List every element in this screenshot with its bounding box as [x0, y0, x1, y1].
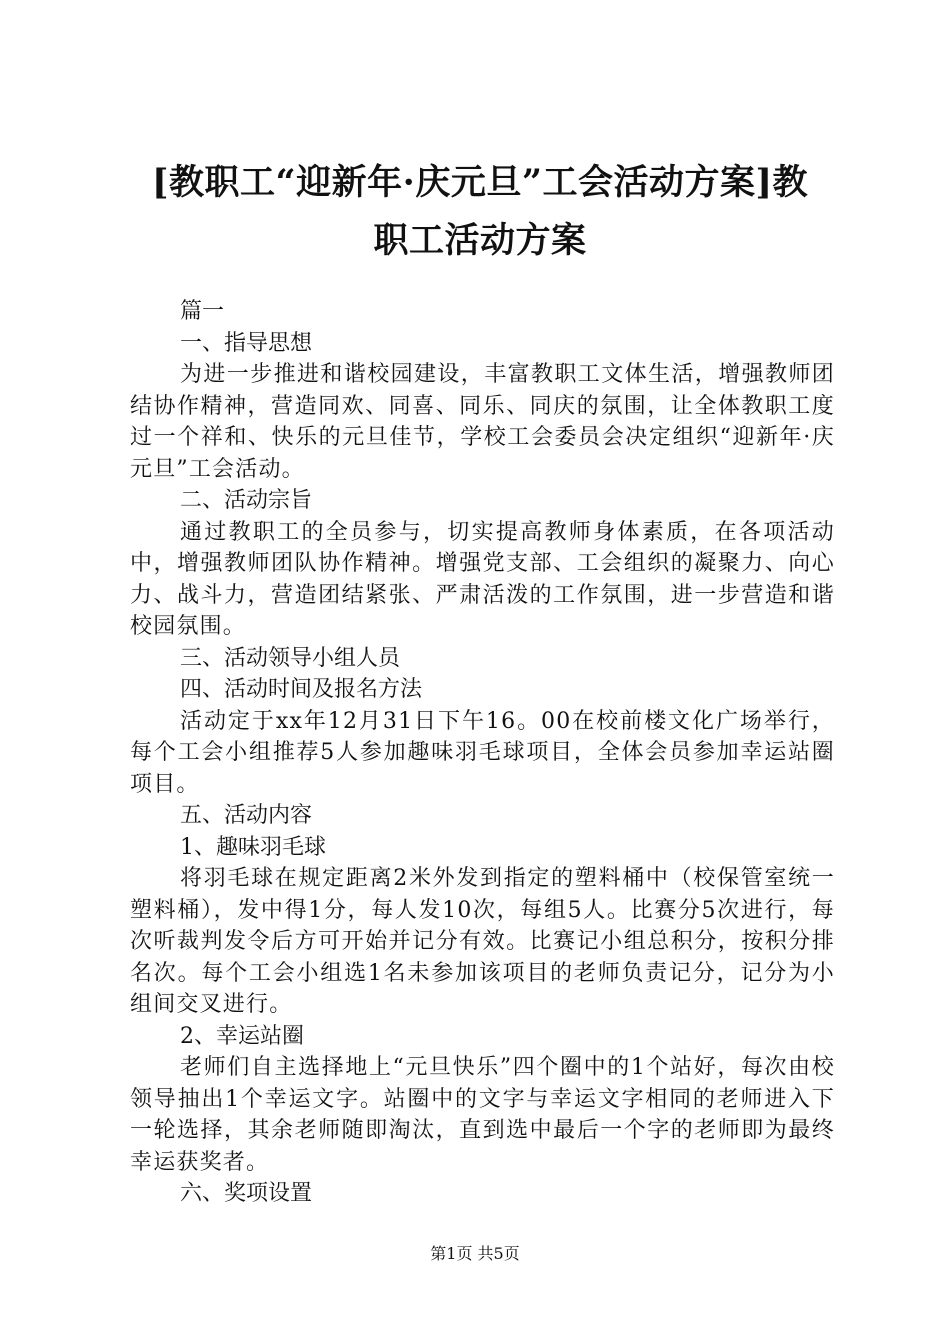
section-heading-purpose: 二、活动宗旨	[180, 488, 313, 513]
item-body-lucky-circle: 老师们自主选择地上“元旦快乐”四个圈中的1个站好，每次由校领导抽出1个幸运文字。站圈中的文字与幸运文字相同的老师进入下一轮选择，其余老师随即淘汰，直到选中最后一个字的老师即为最终幸运获奖者。	[130, 1055, 835, 1175]
item-body-badminton: 将羽毛球在规定距离2米外发到指定的塑料桶中（校保管室统一塑料桶），发中得1分，每人发10次，每组5人。比赛分5次进行，每次听裁判发令后方可开始并记分有效。比赛记小组总积分，按积分排名次。每个工会小组选1名未参加该项目的老师负责记分，记分为小组间交叉进行。	[130, 866, 835, 1017]
section-body-time-registration: 活动定于xx年12月31日下午16。00在校前楼文化广场举行，每个工会小组推荐5人参加趣味羽毛球项目，全体会员参加幸运站圈项目。	[130, 708, 835, 797]
document-body	[130, 296, 835, 1210]
item-heading-badminton: 1、趣味羽毛球	[180, 834, 326, 860]
title-line-2: 职工活动方案	[373, 220, 587, 261]
section-body-purpose: 通过教职工的全员参与，切实提高教师身体素质，在各项活动中，增强教师团队协作精神。增强党支部、工会组织的凝聚力、向心力、战斗力，营造团结紧张、严肃活泼的工作氛围，进一步营造和谐校园氛围。	[130, 519, 835, 639]
item-heading-lucky-circle: 2、幸运站圈	[180, 1023, 304, 1049]
document-title	[100, 154, 860, 270]
section-heading-activity-content: 五、活动内容	[180, 803, 313, 828]
page-footer: 第1页 共5页	[430, 1244, 520, 1263]
section-body-guiding-ideology: 为进一步推进和谐校园建设，丰富教职工文体生活，增强教师团结协作精神，营造同欢、同喜、同乐、同庆的氛围，让全体教职工度过一个祥和、快乐的元旦佳节，学校工会委员会决定组织“迎新年·庆元旦”工会活动。	[130, 362, 835, 482]
section-heading-time-registration: 四、活动时间及报名方法	[180, 677, 423, 702]
section-heading-leadership-group: 三、活动领导小组人员	[180, 645, 401, 671]
section-heading-guiding-ideology: 一、指导思想	[180, 330, 313, 356]
title-line-1: [教职工“迎新年·庆元旦”工会活动方案]教	[151, 162, 809, 203]
section-heading-awards: 六、奖项设置	[180, 1181, 313, 1206]
part-label: 篇一	[180, 299, 225, 324]
